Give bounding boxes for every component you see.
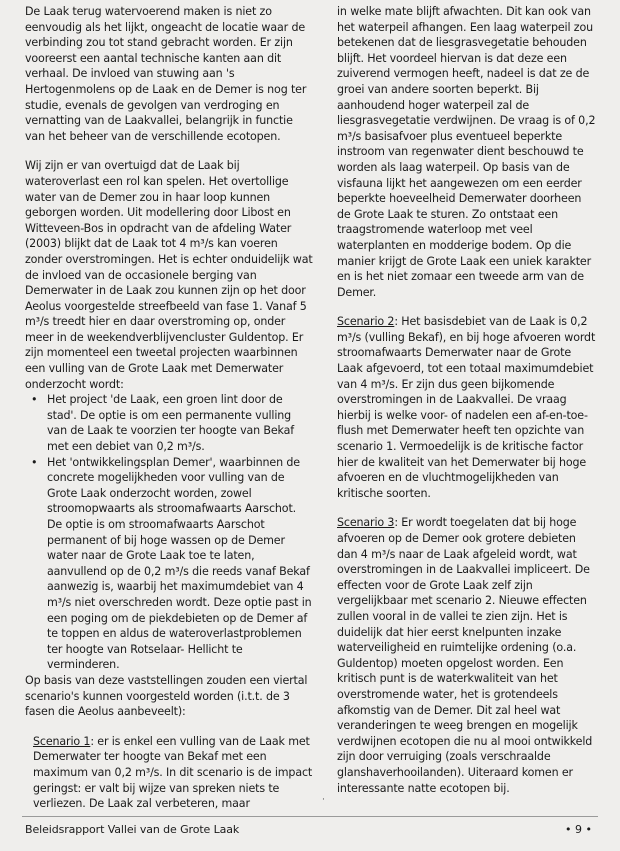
scenario-2-text: : Het basisdebiet van de Laak is 0,2 m³/s (vulling Bekaf), en bij hoge afvoeren wordt stroomafwaarts Demerwater naar de Grote Laak afgevoerd, tot een totaal maximumdebiet van 4 m³/s. Er zijn dus geen bijkomende overstromingen in de Laakvallei. De vraag hierbij is welke voor- of nadelen een af-en-toe-flush met Demerwater heeft ten opzichte van scenario 1. Vermoedelijk is de kritische factor hier de kwaliteit van het Demerwater bij hoge afvoeren en de vluchtmogelijkheden van kritische soorten. xyxy=(337,315,596,500)
list-item: • Het 'ontwikkelingsplan Demer', waarbinnen de concrete mogelijkheden voor vulling van de Grote Laak onderzocht worden, zowel stroomopwaarts als stroomafwaarts Aarschot. De optie is om stroomafwaarts Aarschot permanent of bij hoge wassen op de Demer water naar de Grote Laak toe te laten, aanvullend op de 0,2 m³/s die reeds vanaf Bekaf aanwezig is, waarbij het maximumdebiet van 4 m³/s niet overschreden wordt. Deze optie past in een poging om de piekdebieten op de Demer af te toppen en aldus de wateroverlastproblemen ter hoogte van Rotselaar- Hellicht te verminderen. xyxy=(43,455,313,673)
list-item: • Het project 'de Laak, een groen lint door de stad'. De optie is om een permanente vulling van de Laak te voorzien ter hoogte van Bekaf met een debiet van 0,2 m³/s. xyxy=(43,392,313,454)
paragraph-intro: De Laak terug watervoerend maken is niet zo eenvoudig als het lijkt, ongeacht de locatie waar de verbinding zou tot stand gebracht worden. Er zijn vooreerst een aantal technische kanten aan dit verhaal. De invloed van stuwing aan 's Hertogenmolens op de Laak en de Demer is nog ter studie, evenals de gevolgen van verdroging en vernatting van de Laakvallei, belangrijk in functie van het beheer van de verschillende ecotopen. xyxy=(25,5,307,143)
footer-divider xyxy=(22,816,598,817)
scenario-2-label: Scenario 2 xyxy=(337,315,395,329)
project-list xyxy=(25,392,313,673)
scenario-1-text: : er is enkel een vulling van de Laak met Demerwater ter hoogte van Bekaf met een maximum van 0,2 m³/s. In dit scenario is de impact geringst: er valt bij wijze van spreken niets te verliezen. De Laak zal verbeteren, maar xyxy=(33,734,313,811)
footer-title: Beleidsrapport Vallei van de Grote Laak xyxy=(25,823,240,836)
left-column xyxy=(25,4,313,812)
scenario-3 xyxy=(337,515,597,796)
page-number: • 9 • xyxy=(565,823,592,836)
scenario-3-label: Scenario 3 xyxy=(337,516,395,530)
scenario-1 xyxy=(25,734,313,812)
scenario-1-label: Scenario 1 xyxy=(33,734,91,748)
scenario-3-text: : Er wordt toegelaten dat bij hoge afvoeren op de Demer ook grotere debieten dan 4 m³/s naar de Laak afgeleid wordt, wat overstromingen in de Laakvallei impliceert. De effecten voor de Grote Laak zelf zijn vergelijkbaar met scenario 2. Nieuwe effecten zullen vooral in de vallei te zien zijn. Het is duidelijk dat hier eerst knelpunten inzake waterveiligheid en ruimtelijke ordening (o.a. Guldentop) moeten opgelost worden. Een kritisch punt is de waterkwaliteit van het overstromende water, het is grotendeels afkomstig van de Demer. Dit zal heel wat veranderingen te weeg brengen en mogelijk verdwijnen ecotopen die nu al mooi ontwikkeld zijn door verruiging (zoals verschraalde glanshaverhooilanden). Uiteraard komen er interessante natte ecotopen bij. xyxy=(337,516,593,795)
right-column xyxy=(337,4,597,796)
paragraph-overlast: Wij zijn er van overtuigd dat de Laak bij wateroverlast een rol kan spelen. Het overtollige water van de Demer zou in haar loop kunnen geborgen worden. Uit modellering door Libost en Witteveen-Bos in opdracht van de afdeling Water (2003) blijkt dat de Laak tot 4 m³/s kan voeren zonder overstromingen. Het is echter onduidelijk wat de invloed van de occasionele berging van Demerwater in de Laak zou kunnen zijn op het door Aeolus voorgestelde streefbeeld van fase 1. Vanaf 5 m³/s treedt hier en daar overstroming op, onder meer in de weekendverblijvencluster Guldentop. Er zijn momenteel een tweetal projecten waarbinnen een vulling van de Grote Laak met Demerwater onderzocht wordt: xyxy=(25,159,313,391)
column-dot-mark: · xyxy=(322,795,325,805)
paragraph-continuation: in welke mate blijft afwachten. Dit kan ook van het waterpeil afhangen. Een laag waterpeil zou betekenen dat de liesgrasvegetatie behouden blijft. Het voordeel hiervan is dat deze een zuiverend vermogen heeft, nadeel is dat ze de groei van andere soorten beperkt. Bij aanhoudend hoger waterpeil zal de liesgrasvegetatie verdwijnen. De vraag is of 0,2 m³/s basisafvoer plus eventueel beperkte instroom van regenwater dient beschouwd te worden als laag waterpeil. Op basis van de visfauna lijkt het aangewezen om een eerder beperkte hoeveelheid Demerwater doorheen de Grote Laak te sturen. Zo ontstaat een traagstromende waterloop met veel waterplanten en modderige bodem. Op die manier krijgt de Grote Laak een uniek karakter en is het niet zomaar een tweede arm van de Demer. xyxy=(337,5,596,299)
paragraph-scenarios-intro: Op basis van deze vaststellingen zouden een viertal scenario's kunnen voorgesteld worden (i.t.t. de 3 fasen die Aeolus aanbeveelt): xyxy=(25,673,308,719)
scenario-2 xyxy=(337,314,597,501)
